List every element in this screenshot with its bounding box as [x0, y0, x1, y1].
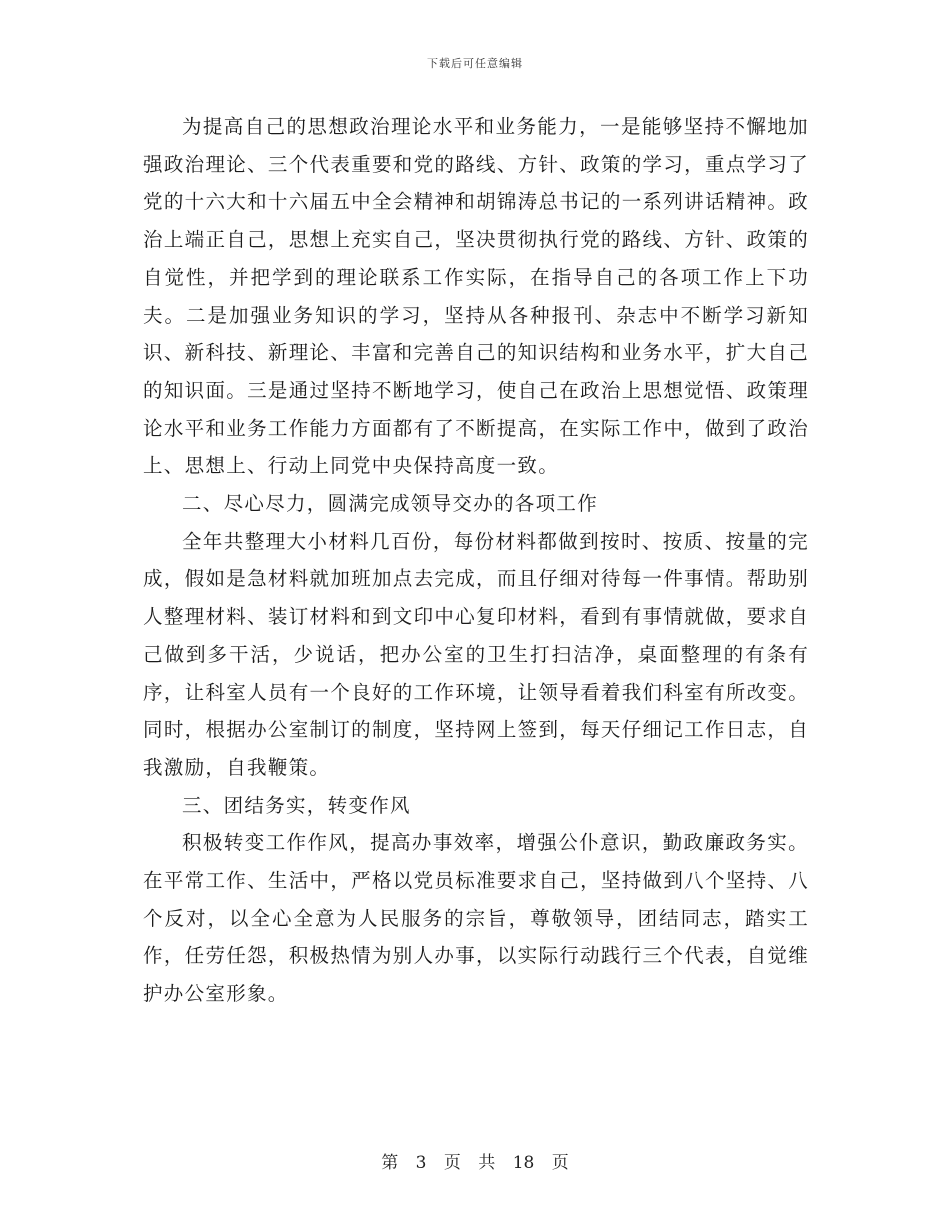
page-header	[0, 55, 950, 71]
footer-suffix: 页	[551, 1153, 569, 1173]
page-footer	[0, 1148, 950, 1173]
section-heading-two: 二、尽心尽力，圆满完成领导交办的各项工作	[182, 492, 599, 516]
paragraph-style: 积极转变工作作风，提高办事效率，增强公仆意识，勤政廉政务实。在平常工作、生活中，严格以党员标准要求自己，坚持做到八个坚持、八个反对，以全心全意为人民服务的宗旨，尊敬领导，团结同志，踏实工作，任劳任怨，积极热情为别人办事，以实际行动践行三个代表，自觉维护办公室形象。	[143, 831, 809, 1006]
total-page-number: 18	[512, 1153, 535, 1173]
section-heading-three: 三、团结务实，转变作风	[182, 793, 411, 817]
current-page-number: 3	[415, 1153, 427, 1173]
header-note: 下载后可任意编辑	[427, 57, 523, 70]
paragraph-study: 为提高自己的思想政治理论水平和业务能力，一是能够坚持不懈地加强政治理论、三个代表重要和党的路线、方针、政策的学习，重点学习了党的十六大和十六届五中全会精神和胡锦涛总书记的一系列讲话精神。政治上端正自己，思想上充实自己，坚决贯彻执行党的路线、方针、政策的自觉性，并把学到的理论联系工作实际，在指导自己的各项工作上下功夫。二是加强业务知识的学习，坚持从各种报刊、杂志中不断学习新知识、新科技、新理论、丰富和完善自己的知识结构和业务水平，扩大自己的知识面。三是通过坚持不断地学习，使自己在政治上思想觉悟、政策理论水平和业务工作能力方面都有了不断提高，在实际工作中，做到了政治上、思想上、行动上同党中央保持高度一致。	[143, 115, 809, 478]
paragraph-work: 全年共整理大小材料几百份，每份材料都做到按时、按质、按量的完成，假如是急材料就加班加点去完成，而且仔细对待每一件事情。帮助别人整理材料、装订材料和到文印中心复印材料，看到有事情就做，要求自己做到多干活，少说话，把办公室的卫生打扫洁净，桌面整理的有条有序，让科室人员有一个良好的工作环境，让领导看着我们科室有所改变。同时，根据办公室制订的制度，坚持网上签到，每天仔细记工作日志，自我激励，自我鞭策。	[143, 529, 809, 779]
document-body	[143, 108, 809, 1013]
footer-prefix: 第	[381, 1153, 399, 1173]
footer-middle: 页	[443, 1153, 461, 1173]
footer-total-label: 共	[478, 1153, 496, 1173]
